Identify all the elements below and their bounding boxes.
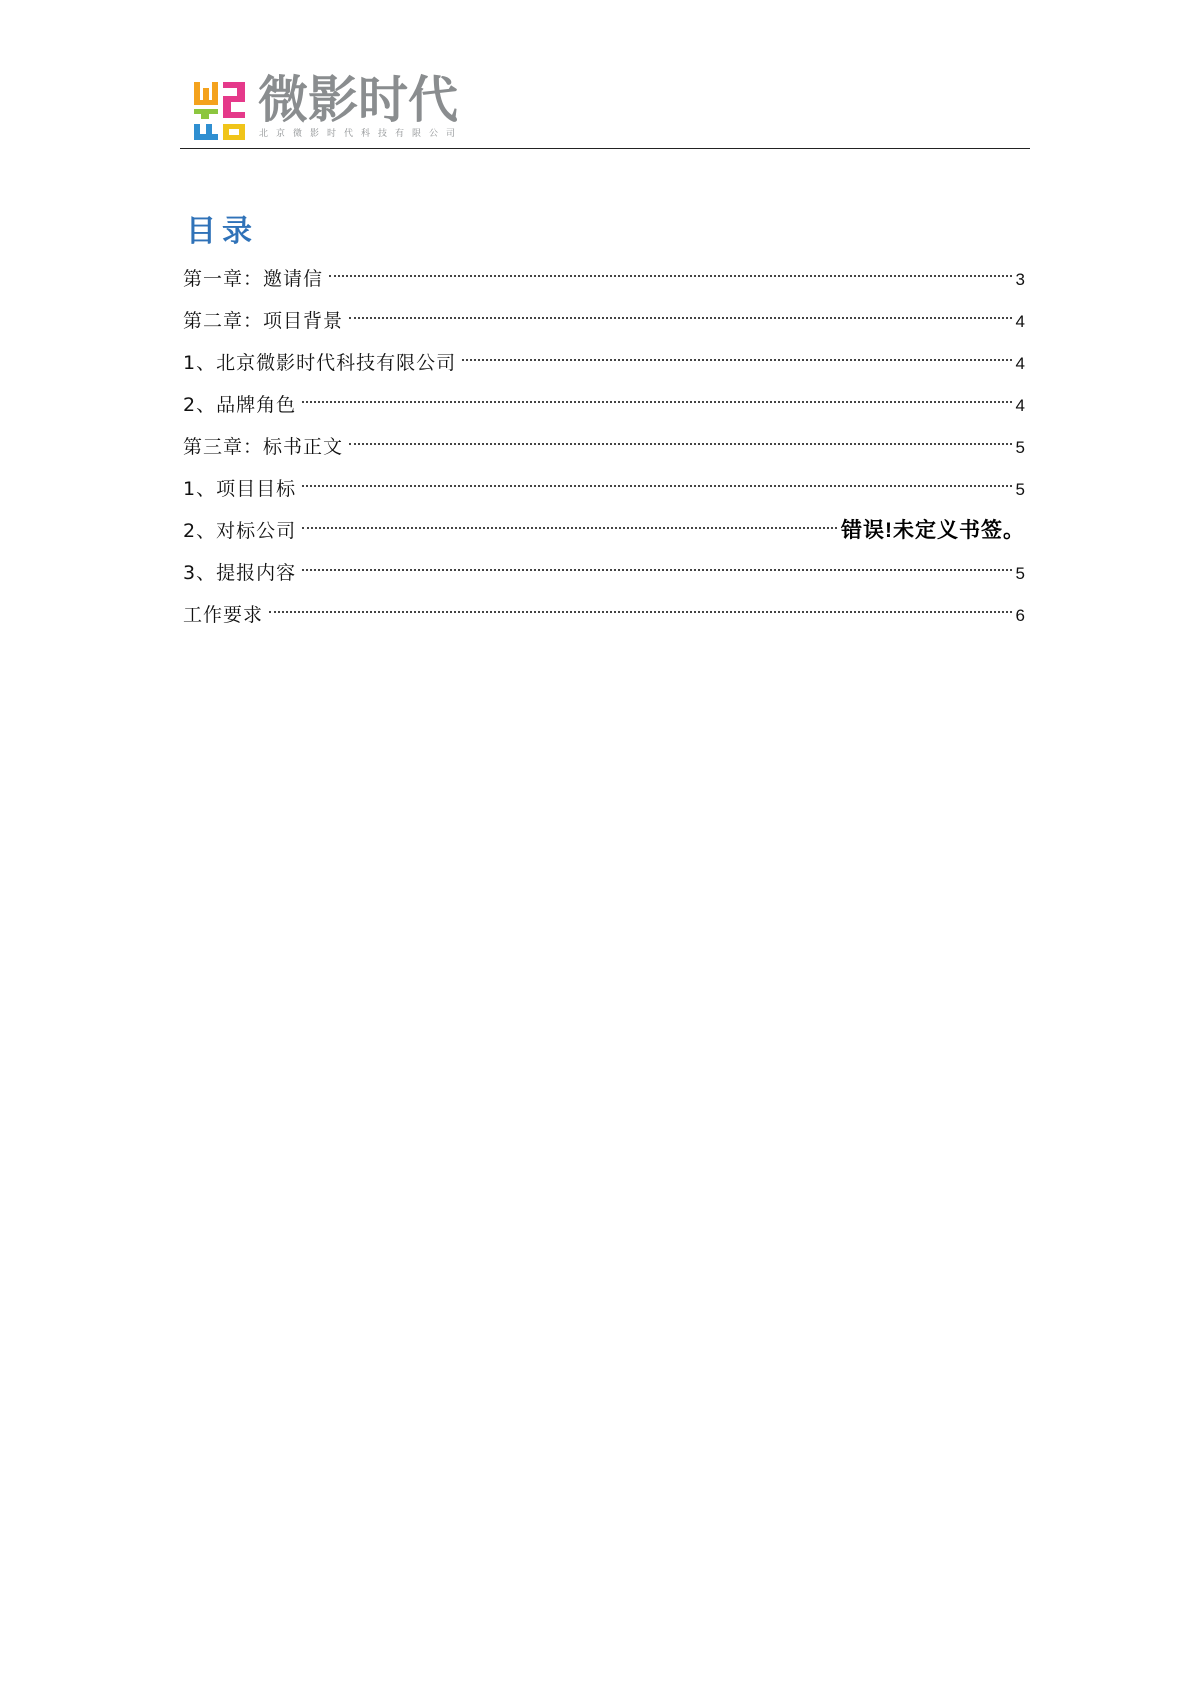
- toc-entry[interactable]: [183, 510, 1025, 552]
- page-header: [180, 71, 1030, 149]
- toc-entry-bookmark-error: 错误!未定义书签。: [841, 519, 1025, 542]
- toc-entry-label: 第三章：标书正文: [183, 436, 344, 458]
- toc-entry-label: 1、北京微影时代科技有限公司: [183, 352, 457, 374]
- toc-entry-page: 4: [1015, 354, 1025, 373]
- toc-entry-page: 5: [1015, 480, 1025, 499]
- toc-leader-dots: [302, 485, 1011, 487]
- toc-entry-label: 1、项目目标: [183, 478, 297, 500]
- toc-leader-dots: [302, 401, 1011, 403]
- toc-entry[interactable]: [183, 258, 1025, 300]
- logo-wordmark: 微影时代: [258, 71, 458, 129]
- toc-entry-page: 5: [1015, 564, 1025, 583]
- toc-leader-dots: [269, 611, 1012, 613]
- toc-leader-dots: [349, 317, 1012, 319]
- logo-subtitle: 北京微影时代科技有限公司: [259, 129, 464, 139]
- toc-entry[interactable]: [183, 468, 1025, 510]
- toc-leader-dots: [302, 569, 1011, 571]
- toc-entry-page: 4: [1015, 312, 1025, 331]
- toc-entry-label: 第一章：邀请信: [183, 268, 324, 290]
- toc-leader-dots: [462, 359, 1011, 361]
- logo-mark-icon: [192, 80, 250, 142]
- toc-leader-dots: [302, 527, 837, 529]
- toc-entry[interactable]: [183, 552, 1025, 594]
- toc-entry[interactable]: [183, 300, 1025, 342]
- company-logo: [192, 71, 502, 142]
- toc-entry[interactable]: [183, 342, 1025, 384]
- toc-entry-label: 3、提报内容: [183, 562, 297, 584]
- toc-title: 目录: [186, 214, 258, 249]
- toc-entry[interactable]: [183, 384, 1025, 426]
- toc-entry[interactable]: [183, 594, 1025, 636]
- toc-entry-label: 2、品牌角色: [183, 394, 297, 416]
- toc-entry-page: 3: [1015, 270, 1025, 289]
- toc-entry-page: 6: [1015, 606, 1025, 625]
- toc-leader-dots: [349, 443, 1012, 445]
- toc-leader-dots: [329, 275, 1012, 277]
- toc-entry-label: 2、对标公司: [183, 520, 297, 542]
- toc-entry-page: 5: [1015, 438, 1025, 457]
- toc-entry-label: 工作要求: [183, 604, 264, 626]
- table-of-contents: [183, 258, 1025, 636]
- toc-entry-page: 4: [1015, 396, 1025, 415]
- toc-entry-label: 第二章：项目背景: [183, 310, 344, 332]
- toc-entry[interactable]: [183, 426, 1025, 468]
